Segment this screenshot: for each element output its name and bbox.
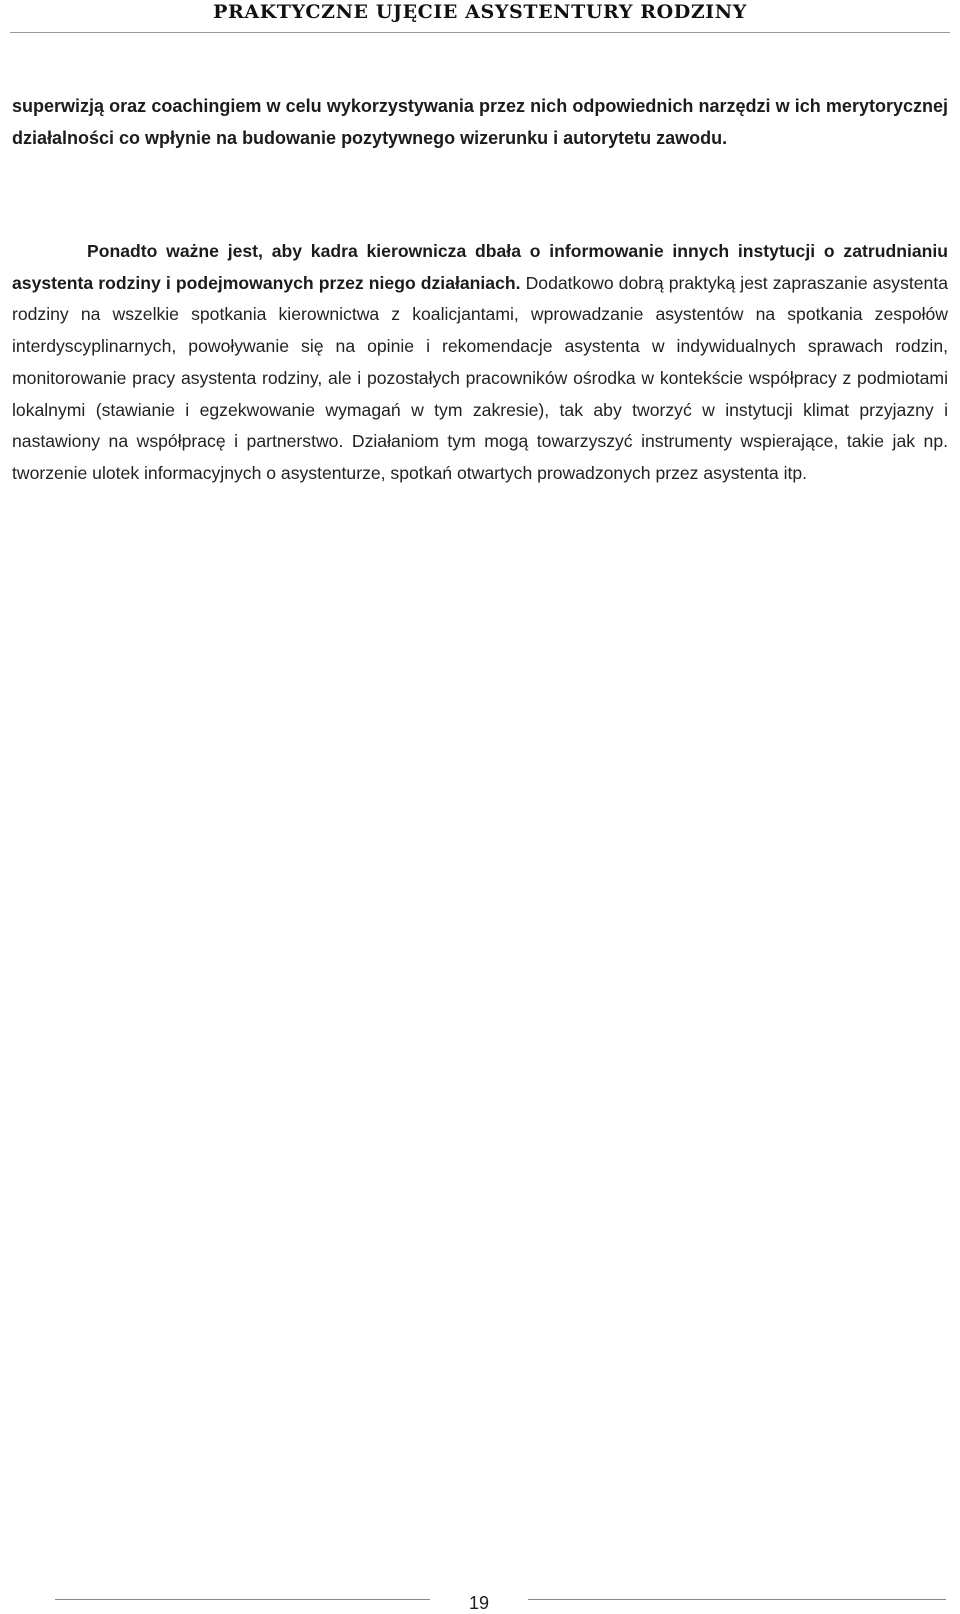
paragraph-bold-lead: Ponadto ważne jest, aby kadra kierownicza dbała o informowanie innych instytucji o zatrudnianiu asystenta rodziny i podejmowanych przez niego działaniach. [12,241,948,293]
paragraph-continuation: superwizją oraz coachingiem w celu wykorzystywania przez nich odpowiednich narzędzi w ich merytorycznej działalności co wpłynie na budowanie pozytywnego wizerunku i autorytetu zawodu. [12,96,948,148]
paragraph-main [12,236,948,490]
running-header-title: PRAKTYCZNE UJĘCIE ASYSTENTURY RODZINY [213,1,747,23]
footer-divider-left [55,1599,430,1600]
footer-divider-right [528,1599,946,1600]
paragraph-regular-text: Dodatkowo dobrą praktyką jest zapraszanie asystenta rodziny na wszelkie spotkania kierownictwa z koalicjantami, wprowadzanie asystentów na spotkania zespołów interdyscyplinarnych, powoływanie się na opinie i rekomendacje asystenta w indywidualnych sprawach rodzin, monitorowanie pracy asystenta rodziny, ale i pozostałych pracowników ośrodka w kontekście współpracy z podmiotami lokalnymi (stawianie i egzekwowanie wymagań w tym zakresie), tak aby tworzyć w instytucji klimat przyjazny i nastawiony na współpracę i partnerstwo. Działaniom tym mogą towarzyszyć instrumenty wspierające, takie jak np. tworzenie ulotek informacyjnych o asystenturze, spotkań otwartych prowadzonych przez asystenta itp. [12,272,948,483]
page-number: 19 [468,1593,490,1613]
header-divider [10,32,950,33]
